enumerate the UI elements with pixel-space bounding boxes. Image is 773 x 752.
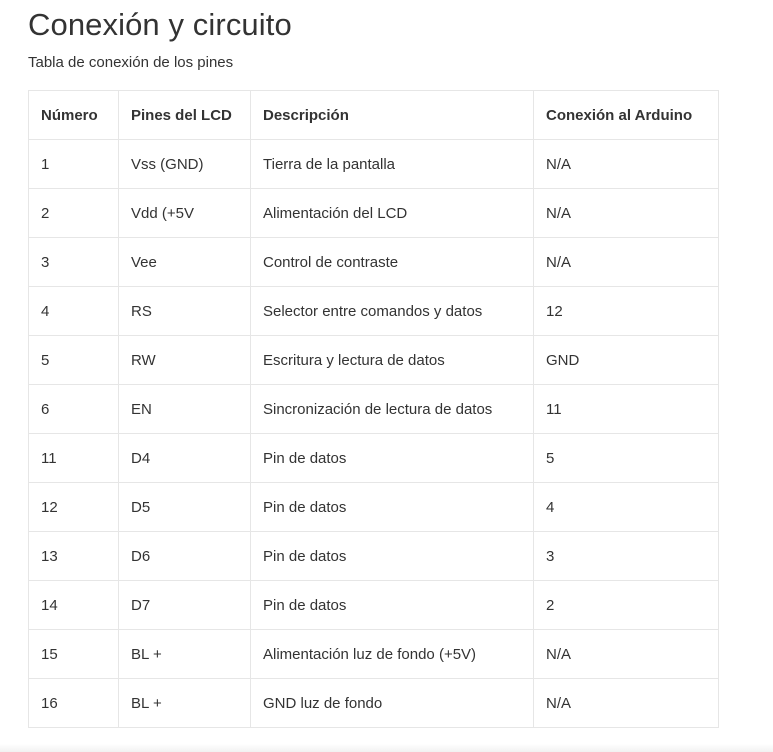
cell-pin-lcd: Vss (GND) bbox=[119, 140, 251, 189]
cell-pin-lcd: BL + bbox=[119, 630, 251, 679]
cell-numero: 2 bbox=[29, 189, 119, 238]
cell-numero: 13 bbox=[29, 532, 119, 581]
table-row bbox=[29, 581, 719, 630]
cell-pin-lcd: BL + bbox=[119, 679, 251, 728]
cell-conexion-arduino: N/A bbox=[534, 189, 719, 238]
cell-descripcion: Sincronización de lectura de datos bbox=[251, 385, 534, 434]
table-row bbox=[29, 189, 719, 238]
cell-conexion-arduino: 2 bbox=[534, 581, 719, 630]
cell-numero: 16 bbox=[29, 679, 119, 728]
cell-numero: 15 bbox=[29, 630, 119, 679]
cell-conexion-arduino: 11 bbox=[534, 385, 719, 434]
cell-numero: 4 bbox=[29, 287, 119, 336]
cell-pin-lcd: D6 bbox=[119, 532, 251, 581]
table-caption: Tabla de conexión de los pines bbox=[28, 54, 234, 71]
cell-descripcion: Pin de datos bbox=[251, 434, 534, 483]
header-pines-lcd: Pines del LCD bbox=[119, 91, 251, 140]
cell-conexion-arduino: 5 bbox=[534, 434, 719, 483]
cell-pin-lcd: D4 bbox=[119, 434, 251, 483]
cell-numero: 1 bbox=[29, 140, 119, 189]
cell-conexion-arduino: 3 bbox=[534, 532, 719, 581]
table-row bbox=[29, 336, 719, 385]
table-header-row bbox=[29, 91, 719, 140]
header-numero: Número bbox=[29, 91, 119, 140]
cell-conexion-arduino: N/A bbox=[534, 238, 719, 287]
table-body bbox=[29, 140, 719, 728]
table-row bbox=[29, 679, 719, 728]
cell-descripcion: Pin de datos bbox=[251, 532, 534, 581]
cell-pin-lcd: Vee bbox=[119, 238, 251, 287]
cell-descripcion: Alimentación luz de fondo (+5V) bbox=[251, 630, 534, 679]
cell-descripcion: Alimentación del LCD bbox=[251, 189, 534, 238]
cell-descripcion: Escritura y lectura de datos bbox=[251, 336, 534, 385]
cell-conexion-arduino: N/A bbox=[534, 679, 719, 728]
header-descripcion: Descripción bbox=[251, 91, 534, 140]
page-title: Conexión y circuito bbox=[28, 7, 292, 42]
cell-pin-lcd: RS bbox=[119, 287, 251, 336]
cell-numero: 3 bbox=[29, 238, 119, 287]
table-row bbox=[29, 434, 719, 483]
cell-pin-lcd: EN bbox=[119, 385, 251, 434]
cell-numero: 14 bbox=[29, 581, 119, 630]
table-row bbox=[29, 287, 719, 336]
table-row bbox=[29, 483, 719, 532]
cell-pin-lcd: D7 bbox=[119, 581, 251, 630]
table-row bbox=[29, 385, 719, 434]
pin-connection-table bbox=[28, 90, 719, 728]
cell-conexion-arduino: 4 bbox=[534, 483, 719, 532]
cell-descripcion: GND luz de fondo bbox=[251, 679, 534, 728]
cell-numero: 11 bbox=[29, 434, 119, 483]
cell-pin-lcd: RW bbox=[119, 336, 251, 385]
cell-pin-lcd: D5 bbox=[119, 483, 251, 532]
cell-descripcion: Pin de datos bbox=[251, 483, 534, 532]
cell-descripcion: Tierra de la pantalla bbox=[251, 140, 534, 189]
cell-conexion-arduino: N/A bbox=[534, 140, 719, 189]
article-content bbox=[28, 0, 718, 712]
table-row bbox=[29, 238, 719, 287]
cell-numero: 12 bbox=[29, 483, 119, 532]
cell-descripcion: Selector entre comandos y datos bbox=[251, 287, 534, 336]
page-bottom-edge bbox=[0, 744, 773, 752]
table-row bbox=[29, 140, 719, 189]
cell-descripcion: Pin de datos bbox=[251, 581, 534, 630]
cell-pin-lcd: Vdd (+5V bbox=[119, 189, 251, 238]
table-row bbox=[29, 532, 719, 581]
table-row bbox=[29, 630, 719, 679]
header-conexion-arduino: Conexión al Arduino bbox=[534, 91, 719, 140]
cell-conexion-arduino: 12 bbox=[534, 287, 719, 336]
cell-descripcion: Control de contraste bbox=[251, 238, 534, 287]
cell-conexion-arduino: N/A bbox=[534, 630, 719, 679]
cell-conexion-arduino: GND bbox=[534, 336, 719, 385]
cell-numero: 6 bbox=[29, 385, 119, 434]
cell-numero: 5 bbox=[29, 336, 119, 385]
